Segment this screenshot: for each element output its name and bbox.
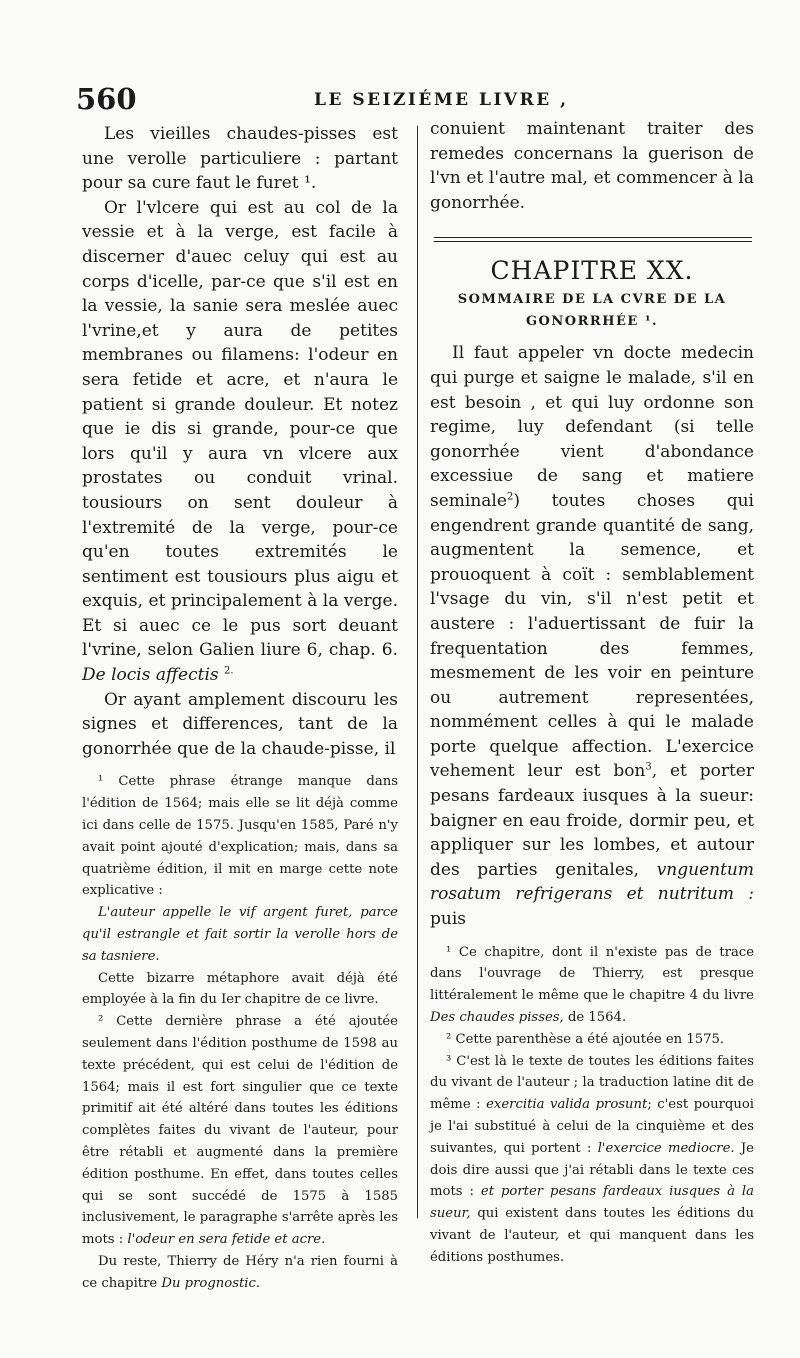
footnote: ¹ Ce chapitre, dont il n'existe pas de trace dans l'ouvrage de Thierry, est presque littéralement le même que le chapitre 4 du livre Des chaudes pisses, de 1564. <box>430 944 754 1026</box>
running-head: LE SEIZIÉME LIVRE , <box>314 90 569 110</box>
page-header <box>76 82 796 118</box>
chapter-title: CHAPITRE XX. <box>490 256 694 286</box>
footnote: Cette bizarre métaphore avait déjà été employée à la fin du Ier chapitre de ce livre. <box>82 970 398 1008</box>
citation: De locis affectis <box>82 665 219 686</box>
paragraph: Les vieilles chaudes-pisses est une verolle particuliere : partant pour sa cure faut le furet ¹. <box>82 124 398 194</box>
footnote: ³ C'est là le texte de toutes les éditions faites du vivant de l'auteur ; la traduction latine dit de même : exercitia valida prosunt; c'est pourquoi je l'ai substitué à celui de la cinquième et des suivantes, qui portent : l'exercice mediocre. Je dois dire aussi que j'ai rétabli dans le texte ces mots : et porter pesans fardeaux iusques à la sueur, qui existent dans toutes les éditions du vivant de l'auteur, et qui manquent dans les éditions posthumes. <box>430 1053 754 1265</box>
left-column <box>82 122 398 1295</box>
paragraph: Or l'vlcere qui est au col de la vessie et à la verge, est facile à discerner d'auec celuy qui est au corps d'icelle, par-ce que s'il est en la vessie, la sanie sera meslée auec l'vrine,et y aura de petites membranes ou filamens: l'odeur en sera fetide et acre, et n'aura le patient si grande douleur. Et notez que ie dis si grande, pour-ce que lors qu'il y aura vn vlcere aux prostates ou conduit vrinal. tousiours on sent douleur à l'extremité de la verge, pour-ce qu'en toutes extremités le sentiment est tousiours plus aigu et exquis, et principalement à la verge. Et si auec ce le pus sort deuant l'vrine, selon Galien liure 6, chap. 6. De locis affectis $^{2.}$ <box>82 197 398 686</box>
right-column <box>430 117 754 1269</box>
footnote: ¹ Cette phrase étrange manque dans l'édition de 1564; mais elle se lit déjà comme ici dans celle de 1575. Jusqu'en 1585, Paré n'y avait point ajouté d'explication; mais, dans sa quatrième édition, il mit en marge cette note explicative : <box>82 774 398 899</box>
footnote-quote: L'auteur appelle le vif argent furet, parce qu'il estrangle et fait sortir la verolle hors de sa tasniere. <box>82 905 398 964</box>
chapter-summary: SOMMAIRE DE LA CVRE DE LA GONORRHÉE ¹. <box>457 292 727 330</box>
footnotes <box>82 771 398 1294</box>
footnote: ² Cette parenthèse a été ajoutée en 1575. <box>446 1031 725 1047</box>
footnote: Du reste, Thierry de Héry n'a rien fourni à ce chapitre Du prognostic. <box>82 1253 398 1291</box>
column-divider <box>417 126 418 1218</box>
footnote: ² Cette dernière phrase a été ajoutée seulement dans l'édition posthume de 1598 au texte précédent, qui est celui de l'édition de 1564; mais il est fort singulier que ce texte primitif ait été altéré dans toutes les éditions complètes faites du vivant de l'auteur, pour être rétabli et augmenté dans la première édition posthume. En effet, dans toutes celles qui se sont succédé de 1575 à 1585 inclusivement, le paragraphe s'arrête après les mots : l'odeur en sera fetide et acre. <box>82 1014 398 1248</box>
chapter-rule <box>434 237 752 242</box>
page-number: 560 <box>76 82 137 116</box>
footnote-ref: 2. <box>224 665 234 677</box>
paragraph: Il faut appeler vn docte medecin qui purge et saigne le malade, s'il en est besoin , et qui luy ordonne son regime, luy defendant (si telle gonorrhée vient d'abondance excessiue de sang et matiere seminale$^2$) toutes choses qui engendrent grande quantité de sang, augmentent la semence, et prouoquent à coït : semblablement l'vsage du vin, s'il n'est petit et austere : l'aduertissant de fuir la frequentation des femmes, mesmement de les voir en peinture ou autrement representées, nommément celles à qui le malade porte quelque affection. L'exercice vehement leur est bon$^3$, et porter pesans fardeaux iusques à la sueur: baigner en eau froide, dormir peu, et appliquer sur les lombes, et autour des parties genitales, vnguentum rosatum refrigerans et nutritum : puis <box>430 343 754 930</box>
paragraph: conuient maintenant traiter des remedes concernans la guerison de l'vn et l'autre mal, et commencer à la gonorrhée. <box>430 119 754 213</box>
paragraph: Or ayant amplement discouru les signes et differences, tant de la gonorrhée que de la chaude-pisse, il <box>82 689 398 759</box>
footnotes <box>430 942 754 1269</box>
